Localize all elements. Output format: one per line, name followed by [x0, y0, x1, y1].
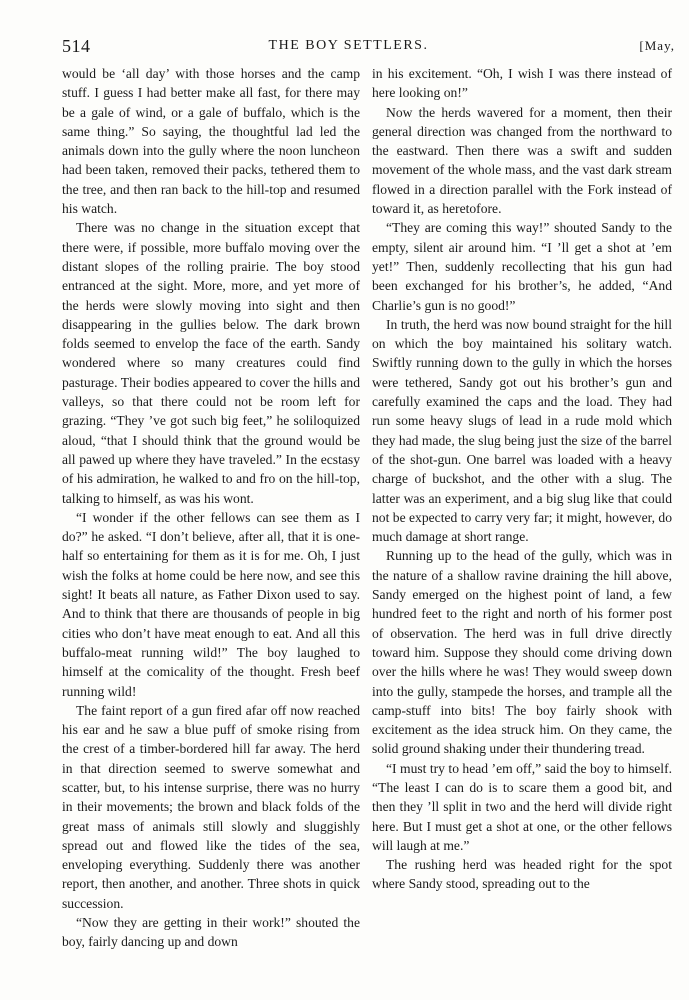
paragraph: in his excitement. “Oh, I wish I was there instead of here looking on!” [372, 66, 672, 101]
paragraph: There was no change in the situation except that there were, if possible, more buffalo moving over the distant slopes of the rolling prairie. The boy stood entranced at the sight. More, more, and yet more of the herds were slowly moving into sight and then disappearing in the gullies below. The dark brown folds seemed to envelop the face of the earth. Sandy wondered where so many creatures could find pasturage. Their bodies appeared to cover the hills and valleys, so that there could not be room left for grazing. “They ’ve got such big feet,” he soliloquized aloud, “that I should think that the ground would be all pawed up where they have traveled.” In the ecstasy of his admiration, he walked to and fro on the hill-top, talking to himself, as was his wont. [62, 220, 360, 506]
paragraph: “I must try to head ’em off,” said the boy to himself. “The least I can do is to scare them a good bit, and then they ’ll split in two and the herd will divide right here. But I must get a shot at one, or the other fellows will laugh at me.” [372, 760, 672, 853]
paragraph: would be ‘all day’ with those horses and the camp stuff. I guess I had better make all fast, for there may be a gale of wind, or a gale of buffalo, which is the same thing.” So saying, the thoughtful lad led the animals down into the gully where the noon luncheon had been taken, removed their packs, tethered them to the tree, and then ran back to the hill-top and resumed his watch. [62, 66, 360, 217]
left-column [62, 64, 360, 952]
paragraph: Now the herds wavered for a moment, then their general direction was changed from the northward to the eastward. Then there was a swift and sudden movement of the whole mass, and the vast dark stream flowed in a direction parallel with the Fork instead of toward it, as heretofore. [372, 104, 672, 217]
paragraph: Running up to the head of the gully, which was in the nature of a shallow ravine draining the hill above, Sandy emerged on the highest point of land, a few hundred feet to the right and north of his former post of observation. The herd was in full drive directly toward him. Suppose they should come driving down over the hills where he was! They would sweep down into the gully, stampede the horses, and trample all the camp-stuff into bits! The boy fairly shook with excitement as the idea struck him. On they came, the solid ground shaking under their thundering tread. [372, 548, 672, 757]
paragraph: The rushing herd was headed right for the spot where Sandy stood, spreading out to the [372, 857, 672, 892]
paragraph: “I wonder if the other fellows can see them as I do?” he asked. “I don’t believe, after all, that it is one-half so entertaining for them as it is for me. Oh, I just wish the folks at home could be here now, and see this sight! It beats all nature, as Father Dixon used to say. And to think that there are thousands of people in big cities who don’t have meat enough to eat. And all this buffalo-meat running wild!” The boy laughed to himself at the comicality of the thought. Fresh beef running wild! [62, 509, 360, 699]
paragraph: “Now they are getting in their work!” shouted the boy, fairly dancing up and down [62, 915, 360, 950]
paragraph: In truth, the herd was now bound straight for the hill on which the boy maintained his solitary watch. Swiftly running down to the gully in which the horses were tethered, Sandy got out his brother’s gun and carefully examined the caps and the load. They had run some heavy slugs of lead in a rude mold which they had made, the slug being just the size of the barrel of the shot-gun. One barrel was loaded with a heavy charge of buckshot, and the other with a slug. The latter was an experiment, and a big slug like that could not be expected to carry very far; it might, however, do much damage at short range. [372, 316, 672, 545]
paragraph: The faint report of a gun fired afar off now reached his ear and he saw a blue puff of smoke rising from the crest of a timber-bordered hill far away. The herd in that direction seemed to swerve somewhat and scatter, but, to his intense surprise, there was no hurry in their movements; the brown and black folds of the great mass of animals still slowly and sluggishly spread out and flowed like the tides of the sea, enveloping everything. Suddenly there was another report, then another, and another. Three shots in quick succession. [62, 702, 360, 911]
page-number: 514 [62, 36, 91, 56]
page-header [62, 36, 675, 60]
paragraph: “They are coming this way!” shouted Sandy to the empty, silent air around him. “I ’ll get a shot at ’em yet!” Then, suddenly recollecting that his gun had been exchanged for his brother’s, he added, “And Charlie’s gun is no good!” [372, 220, 672, 313]
issue-month: [May, [639, 38, 675, 53]
running-title: THE BOY SETTLERS. [268, 38, 429, 53]
right-column [372, 64, 672, 894]
